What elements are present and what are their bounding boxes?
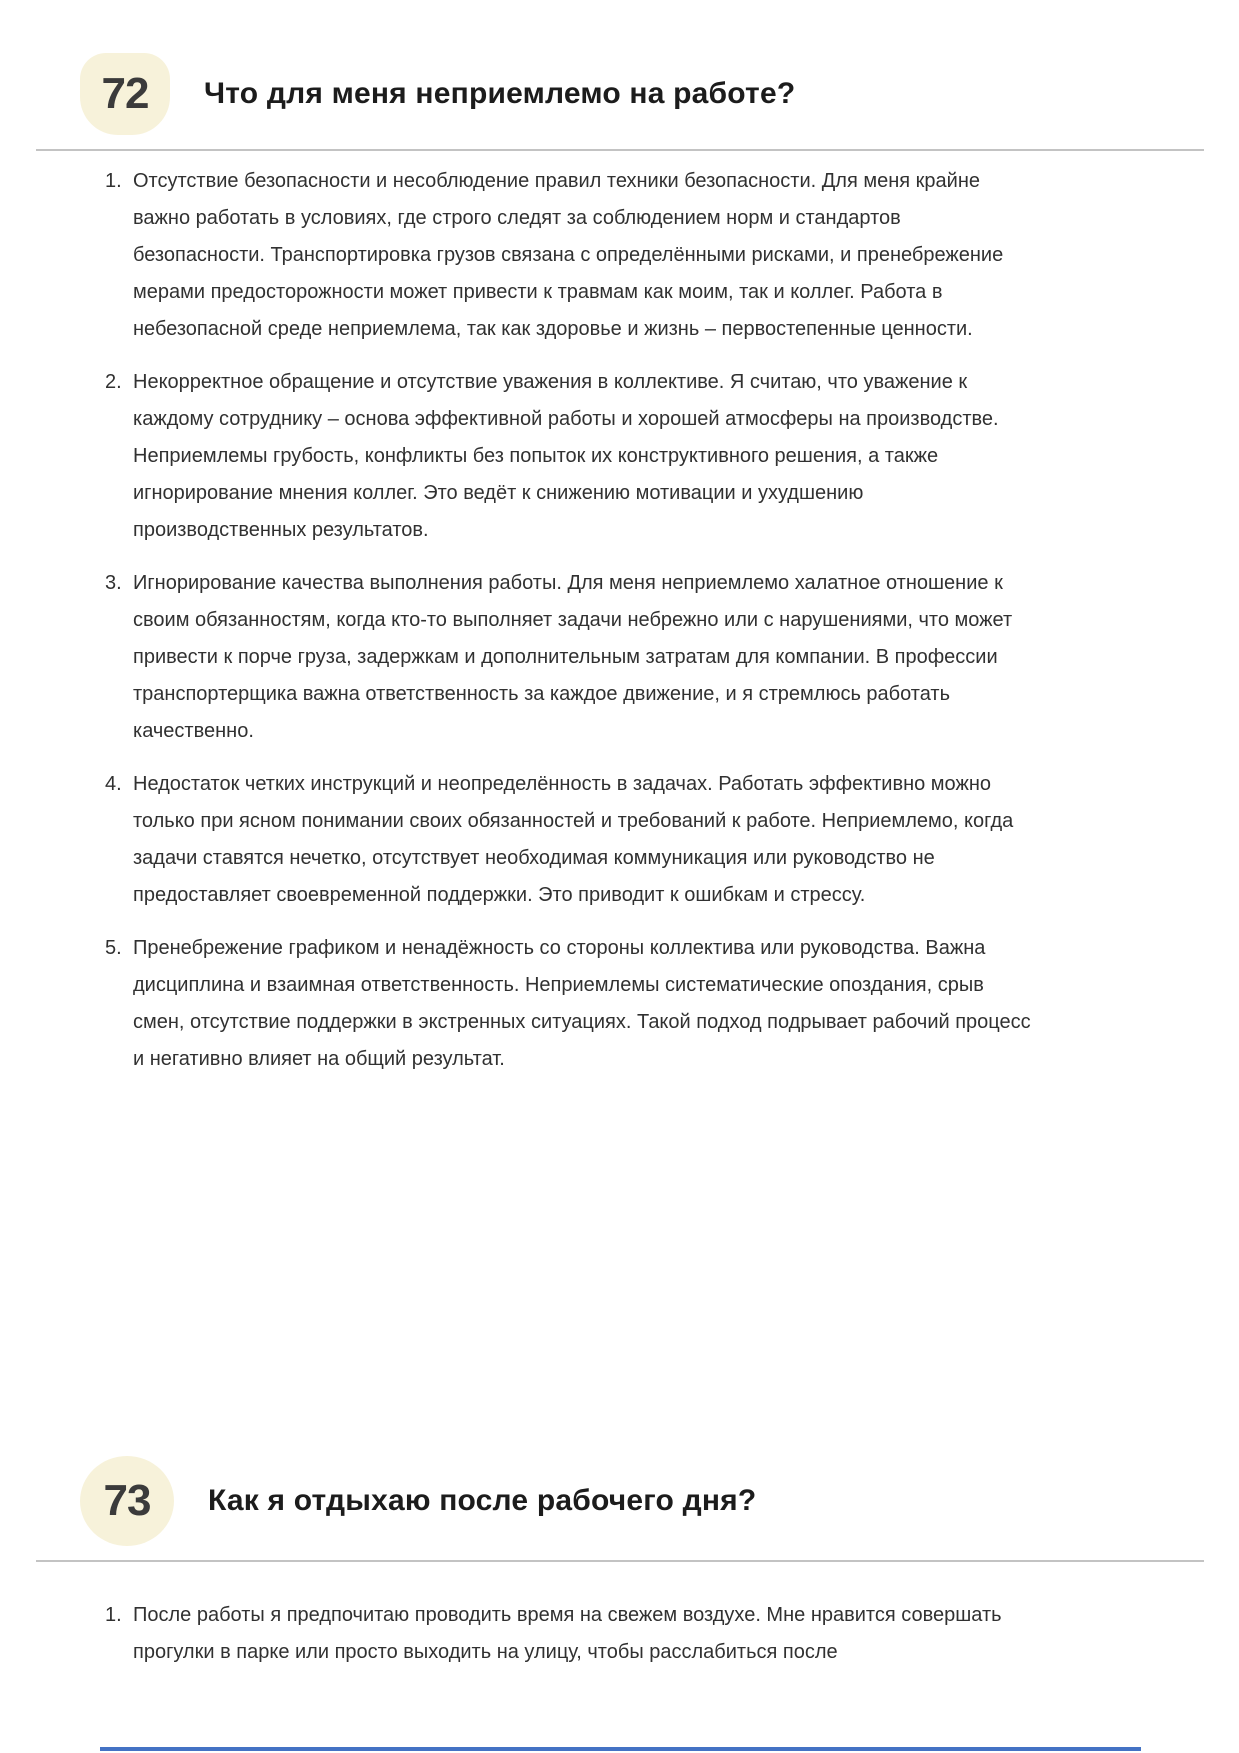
list-item xyxy=(105,1597,1033,1671)
list-item-text: Пренебрежение графиком и ненадёжность со стороны коллектива или руководства. Важна дисциплина и взаимная ответственность. Неприемлемы систематические опоздания, срыв смен, отсутствие поддержки в экстренных ситуациях. Такой подход подрывает рабочий процесс и негативно влияет на общий результат. xyxy=(133,937,1031,1070)
answer-list-73 xyxy=(105,1597,1033,1687)
list-item xyxy=(105,163,1033,348)
list-item-text: После работы я предпочитаю проводить время на свежем воздухе. Мне нравится совершать прогулки в парке или просто выходить на улицу, чтобы расслабиться после xyxy=(133,1604,1002,1663)
list-item xyxy=(105,766,1033,914)
question-title: Как я отдыхаю после рабочего дня? xyxy=(208,1484,757,1517)
question-number: 72 xyxy=(101,69,149,118)
list-item xyxy=(105,565,1033,750)
list-item-marker: 1. xyxy=(105,170,122,192)
list-item xyxy=(105,930,1033,1078)
list-item-marker: 2. xyxy=(105,371,122,393)
question-number-badge xyxy=(80,1456,174,1546)
list-item-marker: 3. xyxy=(105,572,122,594)
page-bottom-accent-line xyxy=(100,1747,1141,1751)
section-header-73 xyxy=(80,1456,1203,1546)
header-divider xyxy=(36,1560,1204,1562)
header-divider xyxy=(36,149,1204,151)
list-item-marker: 1. xyxy=(105,1604,122,1626)
list-item-marker: 4. xyxy=(105,773,122,795)
list-item-text: Недостаток четких инструкций и неопределённость в задачах. Работать эффективно можно только при ясном понимании своих обязанностей и требований к работе. Неприемлемо, когда задачи ставятся нечетко, отсутствует необходимая коммуникация или руководство не предоставляет своевременной поддержки. Это приводит к ошибкам и стрессу. xyxy=(133,773,1014,906)
list-item-marker: 5. xyxy=(105,937,122,959)
list-item-text: Некорректное обращение и отсутствие уважения в коллективе. Я считаю, что уважение к каждому сотруднику – основа эффективной работы и хорошей атмосферы на производстве. Неприемлемы грубость, конфликты без попыток их конструктивного решения, а также игнорирование мнения коллег. Это ведёт к снижению мотивации и ухудшению производственных результатов. xyxy=(133,371,999,541)
list-item-text: Игнорирование качества выполнения работы. Для меня неприемлемо халатное отношение к своим обязанностям, когда кто-то выполняет задачи небрежно или с нарушениями, что может привести к порче груза, задержкам и дополнительным затратам для компании. В профессии транспортерщика важна ответственность за каждое движение, и я стремлюсь работать качественно. xyxy=(133,572,1013,742)
list-item-text: Отсутствие безопасности и несоблюдение правил техники безопасности. Для меня крайне важно работать в условиях, где строго следят за соблюдением норм и стандартов безопасности. Транспортировка грузов связана с определёнными рисками, и пренебрежение мерами предосторожности может привести к травмам как моим, так и коллег. Работа в небезопасной среде неприемлема, так как здоровье и жизнь – первостепенные ценности. xyxy=(133,170,1004,340)
question-number: 73 xyxy=(103,1476,151,1525)
question-title: Что для меня неприемлемо на работе? xyxy=(204,77,796,110)
section-header-72 xyxy=(80,53,1203,135)
list-item xyxy=(105,364,1033,549)
answer-list-72 xyxy=(105,163,1033,1094)
question-number-badge xyxy=(80,53,170,135)
